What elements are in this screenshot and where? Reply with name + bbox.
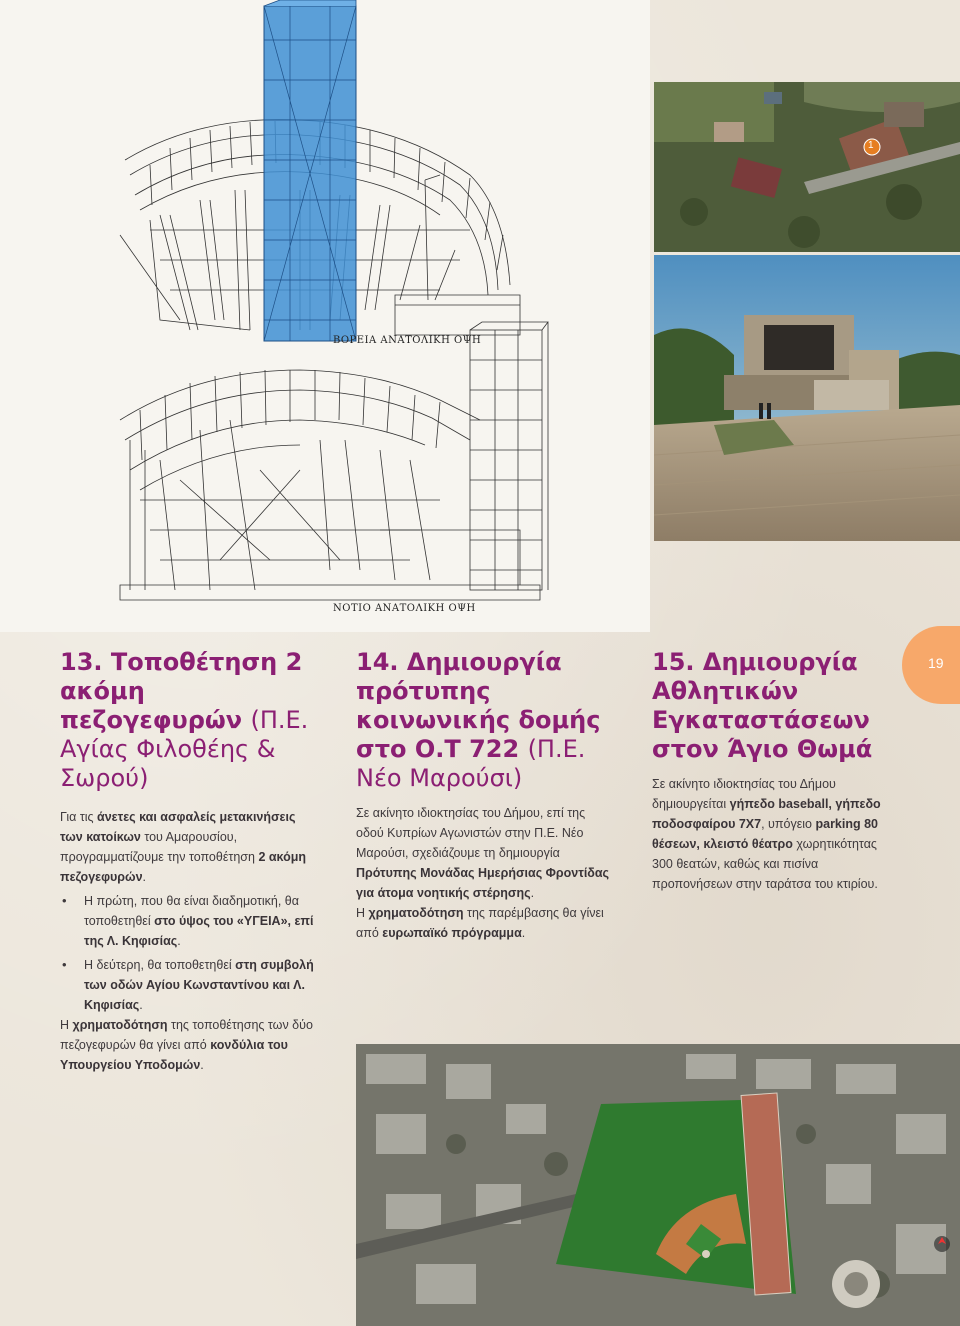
- text-run: .: [177, 934, 181, 948]
- text-run-bold: άνετες και ασφαλείς μετακινήσεις των κατοίκων: [60, 810, 296, 844]
- section-15-intro: [652, 774, 892, 894]
- section-15: [652, 648, 892, 894]
- text-run: .: [521, 926, 526, 940]
- section-14: [356, 648, 616, 943]
- sports-facility-aerial: [356, 1044, 960, 1326]
- text-run: Η πρώτη, που θα είναι διαδημοτική, θα τοποθετηθεί: [84, 894, 299, 928]
- text-run-bold: 2 ακόμη πεζογεφυρών: [60, 850, 307, 884]
- bullet-item-1: [60, 891, 320, 951]
- text-run-bold: κονδύλια του Υπουργείου Υποδομών: [60, 1038, 288, 1072]
- text-run: Η: [356, 906, 369, 920]
- text-run: .: [139, 998, 143, 1012]
- section-13-title-light: (Π.Ε. Αγίας Φιλοθέης & Σωρού): [60, 706, 309, 792]
- text-run: Σε ακίνητο ιδιοκτησίας του Δήμου, επί της οδού Κυπρίων Αγωνιστών στην Π.Ε. Νέο Μαρούσι, σχεδιάζουμε τη δημιουργία: [356, 806, 586, 860]
- south-east-elevation: [120, 322, 548, 600]
- section-14-title: [356, 648, 616, 793]
- text-run: .: [530, 886, 535, 900]
- section-13: [60, 648, 320, 1075]
- section-13-intro: [60, 807, 320, 887]
- section-14-title-bold: 14. Δημιουργία πρότυπης κοινωνικής δομής στο Ο.Τ 722: [356, 648, 601, 763]
- footbridge-elevations-svg: [0, 0, 650, 632]
- text-run: του Αμαρουσίου, προγραμματίζουμε την τοποθέτηση: [60, 830, 259, 864]
- north-east-elevation-label: ΒΟΡΕΙΑ ΑΝΑΤΟΛΙΚΗ ΟΨΗ: [333, 335, 482, 346]
- text-run: .: [142, 870, 147, 884]
- section-14-funding: [356, 903, 616, 943]
- text-run: , υπόγειο: [761, 817, 816, 831]
- section-13-funding: [60, 1015, 320, 1075]
- text-run: .: [200, 1058, 204, 1072]
- text-run: Η δεύτερη, θα τοποθετηθεί: [84, 958, 236, 972]
- text-run-bold: γήπεδο baseball, γήπεδο ποδοσφαίρου 7Χ7: [652, 797, 881, 831]
- location-marker-label: 1: [868, 140, 874, 151]
- social-facility-render: [654, 255, 960, 541]
- text-run-bold: χρηματοδότηση: [368, 906, 464, 920]
- text-run: της παρέμβασης θα γίνει από: [356, 906, 604, 940]
- footbridge-drawings: [0, 0, 650, 632]
- section-13-title: [60, 648, 320, 793]
- text-run: της τοποθέτησης των δύο πεζογεφυρών θα γίνει από: [60, 1018, 313, 1052]
- text-run-bold: στο ύψος του «ΥΓΕΙΑ», επί της Λ. Κηφισίας: [84, 914, 314, 948]
- compass-icon: [934, 1236, 950, 1252]
- text-run-bold: Πρότυπης Μονάδας Ημερήσιας Φροντίδας για άτομα νοητικής στέρησης: [356, 866, 610, 900]
- text-run: Σε ακίνητο ιδιοκτησίας του Δήμου δημιουργείται: [652, 777, 836, 811]
- south-east-elevation-label: ΝΟΤΙΟ ΑΝΑΤΟΛΙΚΗ ΟΨΗ: [333, 603, 476, 614]
- text-run: χωρητικότητας 300 θεατών, καθώς και πισίνα προπονήσεων στην ταράτσα του κτιρίου.: [652, 837, 878, 891]
- bullet-item-2: [60, 955, 320, 1015]
- aerial-photo-top: [654, 82, 960, 252]
- section-13-title-bold: 13. Τοποθέτηση 2 ακόμη πεζογεφυρών: [60, 648, 303, 734]
- text-run-bold: ευρωπαϊκό πρόγραμμα: [382, 926, 522, 940]
- text-run-bold: χρηματοδότηση: [72, 1018, 168, 1032]
- text-run: Η: [60, 1018, 73, 1032]
- text-run-bold: στη συμβολή των οδών Αγίου Κωνσταντίνου και Λ. Κηφισίας: [84, 958, 314, 1012]
- section-14-title-light: (Π.Ε. Νέο Μαρούσι): [356, 735, 586, 792]
- section-15-title: 15. Δημιουργία Αθλητικών Εγκαταστάσεων στον Άγιο Θωμά: [652, 648, 873, 763]
- text-run-bold: parking 80 θέσεων, κλειστό θέατρο: [652, 817, 879, 851]
- glass-elevator-tower: [264, 0, 356, 341]
- section-14-intro: [356, 803, 616, 903]
- text-run: Για τις: [60, 810, 98, 824]
- page-number: 19: [928, 655, 944, 671]
